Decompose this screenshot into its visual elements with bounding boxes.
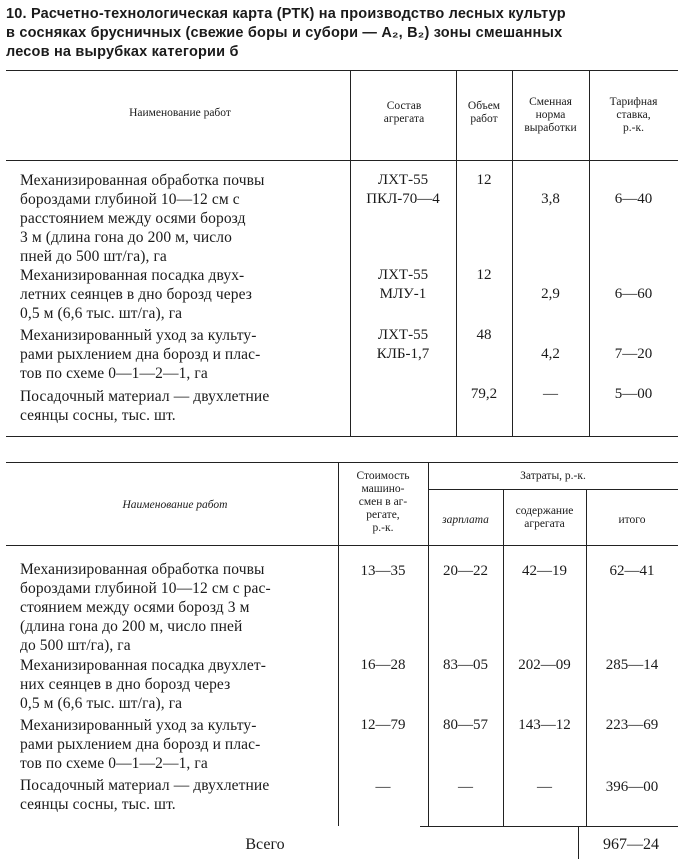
table2-row-1-cost: 13—35 (360, 563, 406, 579)
table1-header-work: Наименование работ (129, 107, 231, 119)
table2-row-2-work: Механизированная посадка двухлет- них сеянцев в дно борозд через 0,5 м (6,6 тыс. шт/га), га (20, 657, 266, 712)
table-title-line-2: в сосняках брусничных (свежие боры и субори — А₂, В₂) зоны смешанных (6, 25, 563, 41)
grand-total-label: Всего (245, 836, 285, 853)
table-title-line-3: лесов на вырубках категории б (6, 44, 239, 60)
table2-row-4-maintenance: — (537, 779, 552, 795)
table2-row-2-cost: 16—28 (360, 657, 406, 673)
table1-row-3-norm: 4,2 (541, 346, 560, 362)
table2-row-1-maintenance: 42—19 (522, 563, 567, 579)
table1-row-2-volume: 12 (476, 267, 492, 283)
table1-row-2-unit: ЛХТ-55 МЛУ-1 (377, 267, 429, 302)
table1-row-4-norm: — (543, 386, 558, 402)
table2-header-total: итого (618, 514, 646, 526)
table1-row-1-tariff: 6—40 (614, 191, 653, 207)
table2-row-4-work: Посадочный материал — двухлетние сеянцы сосны, тыс. шт. (20, 777, 270, 813)
table2-row-2-total: 285—14 (605, 657, 659, 673)
table2-header-rule (6, 545, 678, 546)
table1-row-1-unit: ЛХТ-55 ПКЛ-70—4 (366, 172, 440, 207)
table2-row-4-salary: — (458, 779, 473, 795)
table2-row-3-salary: 80—57 (443, 717, 488, 733)
table2-row-1-salary: 20—22 (443, 563, 488, 579)
table1-header-norm: Сменная норма выработки (524, 96, 577, 134)
table2-top-rule (6, 462, 678, 463)
table1-header-unit: Состав агрегата (383, 100, 425, 125)
table2-header-salary: зарплата (442, 514, 489, 526)
table2-header-cost: Стоимость машино- смен в аг- регате, р.-к. (356, 470, 410, 534)
table2-total-divider (578, 826, 579, 859)
table2-expenses-rule (428, 489, 678, 490)
table1-row-4-work: Посадочный материал — двухлетние сеянцы сосны, тыс. шт. (20, 388, 270, 424)
table1-row-3-tariff: 7—20 (614, 346, 653, 362)
table2-row-3-cost: 12—79 (360, 717, 406, 733)
table1-row-4-volume: 79,2 (470, 386, 498, 402)
table1-row-2-norm: 2,9 (541, 286, 560, 302)
table1-header-volume: Объем работ (467, 100, 501, 125)
table2-header-maintenance: содержание агрегата (515, 505, 574, 530)
grand-total-value: 967—24 (603, 836, 659, 853)
table1-row-3-unit: ЛХТ-55 КЛБ-1,7 (376, 327, 430, 362)
table1-row-1-work: Механизированная обработка почвы бороздами глубиной 10—12 см с расстоянием между осями борозд 3 м (длина гона до 200 м, число пней до 500 шт/га), га (20, 172, 265, 265)
table1-header-rule (6, 160, 678, 161)
table1-row-1-norm: 3,8 (541, 191, 560, 207)
table1-row-1-volume: 12 (476, 172, 492, 188)
table2-row-2-salary: 83—05 (443, 657, 488, 673)
table1-row-4-tariff: 5—00 (614, 386, 653, 402)
table2-row-3-work: Механизированный уход за культу- рами рыхлением дна борозд и плас- тов по схеме 0—1—2—1, га (20, 717, 261, 772)
table1-row-2-tariff: 6—60 (614, 286, 653, 302)
table2-header-expenses: Затраты, р.-к. (520, 470, 586, 482)
table2-row-3-total: 223—69 (605, 717, 659, 733)
table2-total-rule (420, 826, 678, 827)
table1-row-3-volume: 48 (476, 327, 492, 343)
table1-col-divider (350, 70, 351, 436)
table2-row-4-total: 396—00 (605, 779, 659, 795)
table2-row-4-cost: — (375, 779, 391, 795)
table2-row-3-maintenance: 143—12 (518, 717, 571, 733)
table2-row-1-work: Механизированная обработка почвы бороздами глубиной 10—12 см с рас- стоянием между осями борозд 3 м (длина гона до 200 м, число пней до 500 шт/га), га (20, 561, 271, 654)
table-title-line-1: 10. Расчетно-технологическая карта (РТК) на производство лесных культур (6, 6, 566, 22)
table1-row-2-work: Механизированная посадка двух- летних сеянцев в дно борозд через 0,5 м (6,6 тыс. шт/га), га (20, 267, 253, 322)
table2-row-2-maintenance: 202—09 (518, 657, 571, 673)
table2-row-1-total: 62—41 (609, 563, 655, 579)
table2-header-work: Наименование работ (122, 499, 228, 511)
table1-bottom-rule (6, 436, 678, 437)
table1-header-tariff: Тарифная ставка, р.-к. (609, 96, 658, 134)
table1-row-3-work: Механизированный уход за культу- рами рыхлением дна борозд и плас- тов по схеме 0—1—2—1, га (20, 327, 261, 382)
table1-top-rule (6, 70, 678, 71)
